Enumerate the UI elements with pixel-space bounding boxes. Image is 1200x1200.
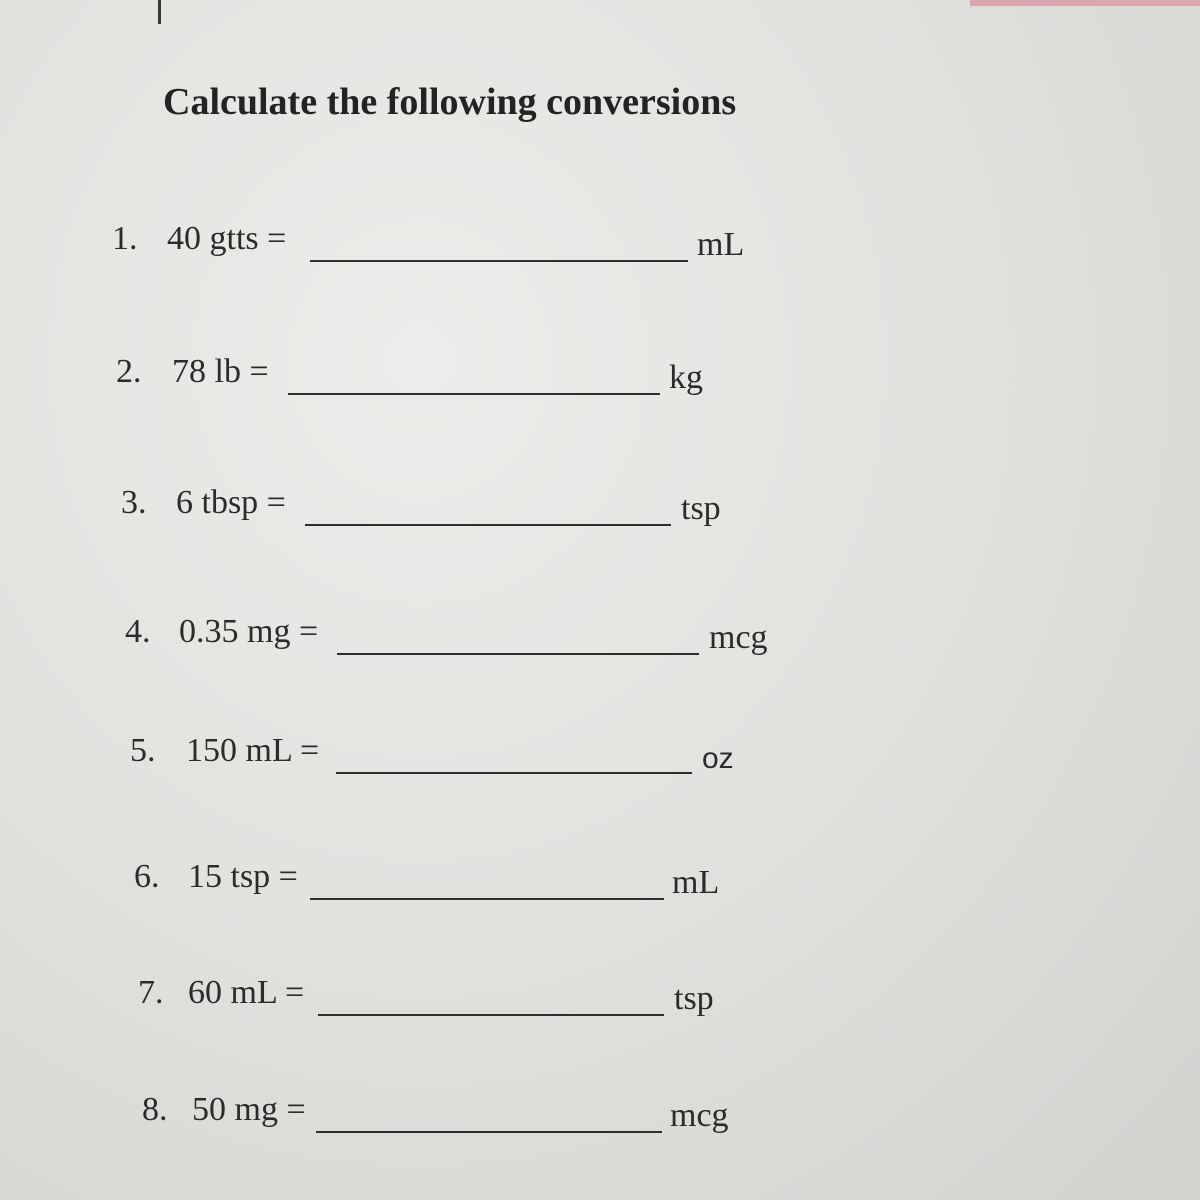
problem-expression: 6 tbsp = <box>176 484 286 521</box>
answer-blank[interactable] <box>336 772 692 774</box>
problem-2 <box>116 345 736 405</box>
top-margin-mark <box>158 0 161 24</box>
problem-number: 7. <box>138 974 164 1011</box>
problem-1 <box>112 212 772 272</box>
problem-expression: 60 mL = <box>188 974 305 1011</box>
answer-unit: mL <box>697 226 745 263</box>
answer-unit: tsp <box>681 490 721 527</box>
problem-6 <box>134 850 754 910</box>
answer-unit: mcg <box>709 619 768 656</box>
problem-expression: 15 tsp = <box>188 858 298 895</box>
problem-number: 8. <box>142 1091 168 1128</box>
problem-number: 2. <box>116 353 142 390</box>
answer-blank[interactable] <box>310 260 688 262</box>
problem-number: 4. <box>125 613 151 650</box>
problem-number: 3. <box>121 484 147 521</box>
problem-7 <box>138 966 758 1026</box>
answer-unit: oz <box>702 742 734 775</box>
answer-blank[interactable] <box>288 393 660 395</box>
problem-expression: 78 lb = <box>172 353 269 390</box>
problem-expression: 0.35 mg = <box>179 613 319 650</box>
answer-blank[interactable] <box>316 1131 662 1133</box>
top-corner-strip <box>970 0 1200 6</box>
answer-blank[interactable] <box>337 653 699 655</box>
answer-unit: tsp <box>674 980 714 1017</box>
problem-8 <box>142 1083 762 1143</box>
answer-unit: kg <box>669 359 703 396</box>
answer-blank[interactable] <box>310 898 664 900</box>
answer-unit: mcg <box>670 1097 729 1134</box>
answer-blank[interactable] <box>318 1014 664 1016</box>
problem-3 <box>121 476 741 536</box>
problem-number: 5. <box>130 732 156 769</box>
worksheet-title: Calculate the following conversions <box>163 81 737 123</box>
problem-5 <box>130 724 750 784</box>
answer-unit: mL <box>672 864 720 901</box>
problem-expression: 50 mg = <box>192 1091 306 1128</box>
problem-4 <box>125 605 785 665</box>
problem-number: 6. <box>134 858 160 895</box>
problem-number: 1. <box>112 220 138 257</box>
problem-expression: 150 mL = <box>186 732 320 769</box>
answer-blank[interactable] <box>305 524 671 526</box>
problem-expression: 40 gtts = <box>167 220 287 257</box>
